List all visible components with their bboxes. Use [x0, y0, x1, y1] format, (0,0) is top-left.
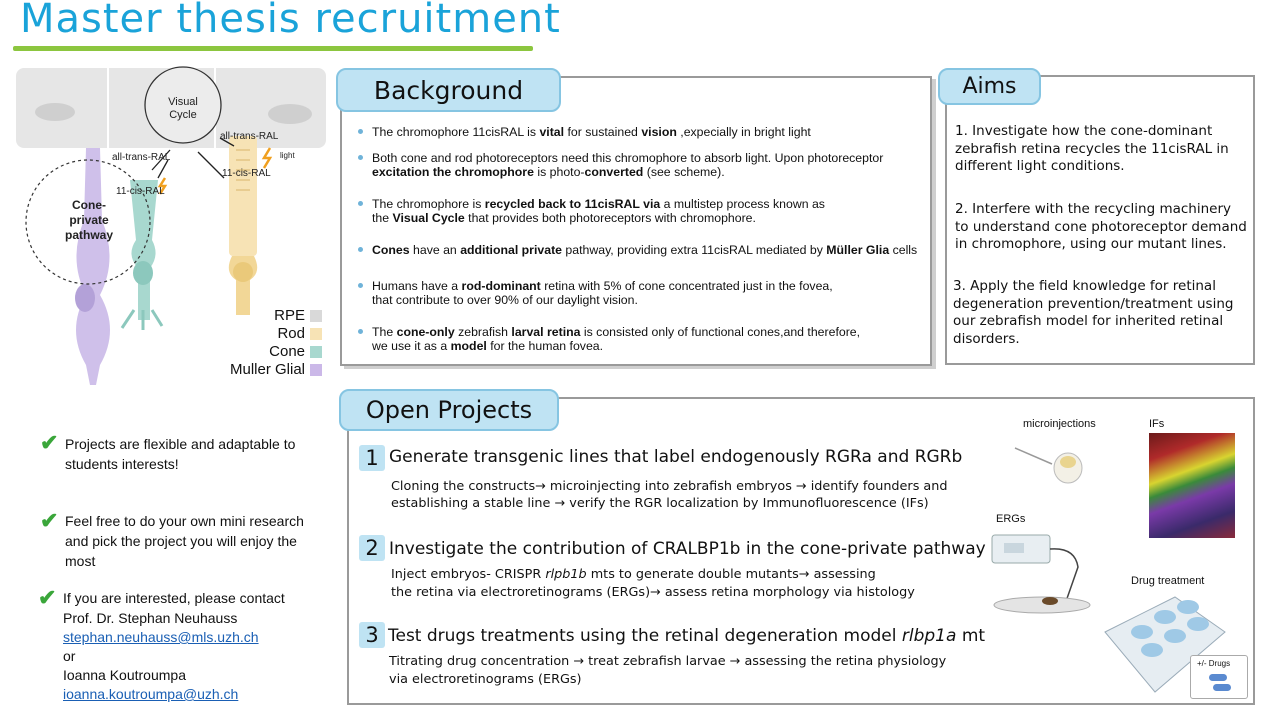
drugs-legend-box [1190, 655, 1248, 699]
drugs-legend-label: +/- Drugs [1197, 659, 1231, 668]
check-icon: ✔ [40, 508, 59, 533]
note-contact: If you are interested, please contact [63, 590, 285, 606]
project-2-title: Investigate the contribution of CRALBP1b in the cone-private pathway [389, 539, 986, 559]
drug-treatment-label: Drug treatment [1131, 575, 1205, 587]
note-flexible: Projects are flexible and adaptable to students interests! [65, 436, 296, 472]
legend-cone-swatch [310, 346, 322, 358]
contact1-email-link[interactable]: stephan.neuhauss@mls.uzh.ch [63, 629, 259, 645]
all-trans-ral-right-label: all-trans-RAL [220, 131, 279, 142]
contact2-name: Ioanna Koutroumpa [63, 667, 186, 683]
legend-rpe-swatch [310, 310, 322, 322]
check-icon: ✔ [38, 585, 57, 610]
legend-muller-swatch [310, 364, 322, 376]
project-1-number: 1 [359, 445, 385, 471]
legend-rod-label: Rod [277, 325, 305, 342]
legend-rpe-label: RPE [274, 307, 305, 324]
project-3-title: Test drugs treatments using the retinal degeneration model rlbp1a mt [388, 626, 986, 646]
note-mini-research: Feel free to do your own mini research and pick the project you will enjoy the most [65, 513, 304, 569]
aim-item-2: 2. Interfere with the recycling machinery to understand cone photoreceptor demand in chromophore, using our mutant lines. [955, 201, 1247, 252]
aim-item-1: 1. Investigate how the cone-dominant zebrafish retina recycles the 11cisRAL in different light conditions. [955, 123, 1229, 174]
project-1-title: Generate transgenic lines that label endogenously RGRa and RGRb [389, 447, 963, 467]
contact2-email-link[interactable]: ioanna.koutroumpa@uzh.ch [63, 686, 239, 702]
legend-rod-swatch [310, 328, 322, 340]
microinjections-label: microinjections [1023, 418, 1096, 430]
light-label: light [280, 151, 295, 160]
project-2-number: 2 [359, 535, 385, 561]
visual-cycle-label: Visual Cycle [168, 96, 198, 121]
project-2-desc-line2: the retina via electroretinograms (ERGs)→ assess retina morphology via histology [391, 585, 915, 600]
contact1-name: Prof. Dr. Stephan Neuhauss [63, 610, 238, 626]
project-3-desc-line1: Titrating drug concentration → treat zebrafish larvae → assessing the retina physiology [389, 654, 947, 669]
project-3-number: 3 [359, 622, 385, 648]
check-icon: ✔ [40, 430, 59, 455]
project-2-desc-line1: Inject embryos- CRISPR rlpb1b mts to generate double mutants→ assessing [391, 567, 876, 582]
project-1-desc-line1: Cloning the constructs→ microinjecting into zebrafish embryos → identify founders and [391, 479, 948, 494]
aims-heading: Aims [938, 68, 1041, 105]
cone-private-label: Cone- private pathway [64, 198, 113, 242]
cis-ral-left-label: 11-cis-RAL [116, 186, 165, 197]
title-underline [13, 46, 533, 51]
cis-ral-right-label: 11-cis-RAL [222, 168, 271, 179]
project-1-desc-line2: establishing a stable line → verify the RGR localization by Immunofluorescence (IFs) [391, 496, 929, 511]
background-heading: Background [336, 68, 561, 112]
legend-cone-label: Cone [269, 343, 305, 360]
ifs-image [1149, 433, 1235, 538]
project-3-desc-line2: via electroretinograms (ERGs) [389, 672, 582, 687]
ifs-label: IFs [1149, 418, 1165, 430]
aim-item-3: 3. Apply the field knowledge for retinal degeneration prevention/treatment using our zebrafish model for inherited retinal disorders. [953, 278, 1234, 347]
ergs-illustration [990, 527, 1100, 617]
microinjection-illustration [1010, 438, 1090, 493]
or-label: or [63, 648, 76, 664]
open-projects-heading: Open Projects [339, 389, 559, 431]
page-title: Master thesis recruitment [20, 0, 561, 42]
all-trans-ral-left-label: all-trans-RAL [112, 152, 171, 163]
legend-muller-label: Muller Glial [229, 361, 305, 378]
ergs-label: ERGs [996, 513, 1026, 525]
